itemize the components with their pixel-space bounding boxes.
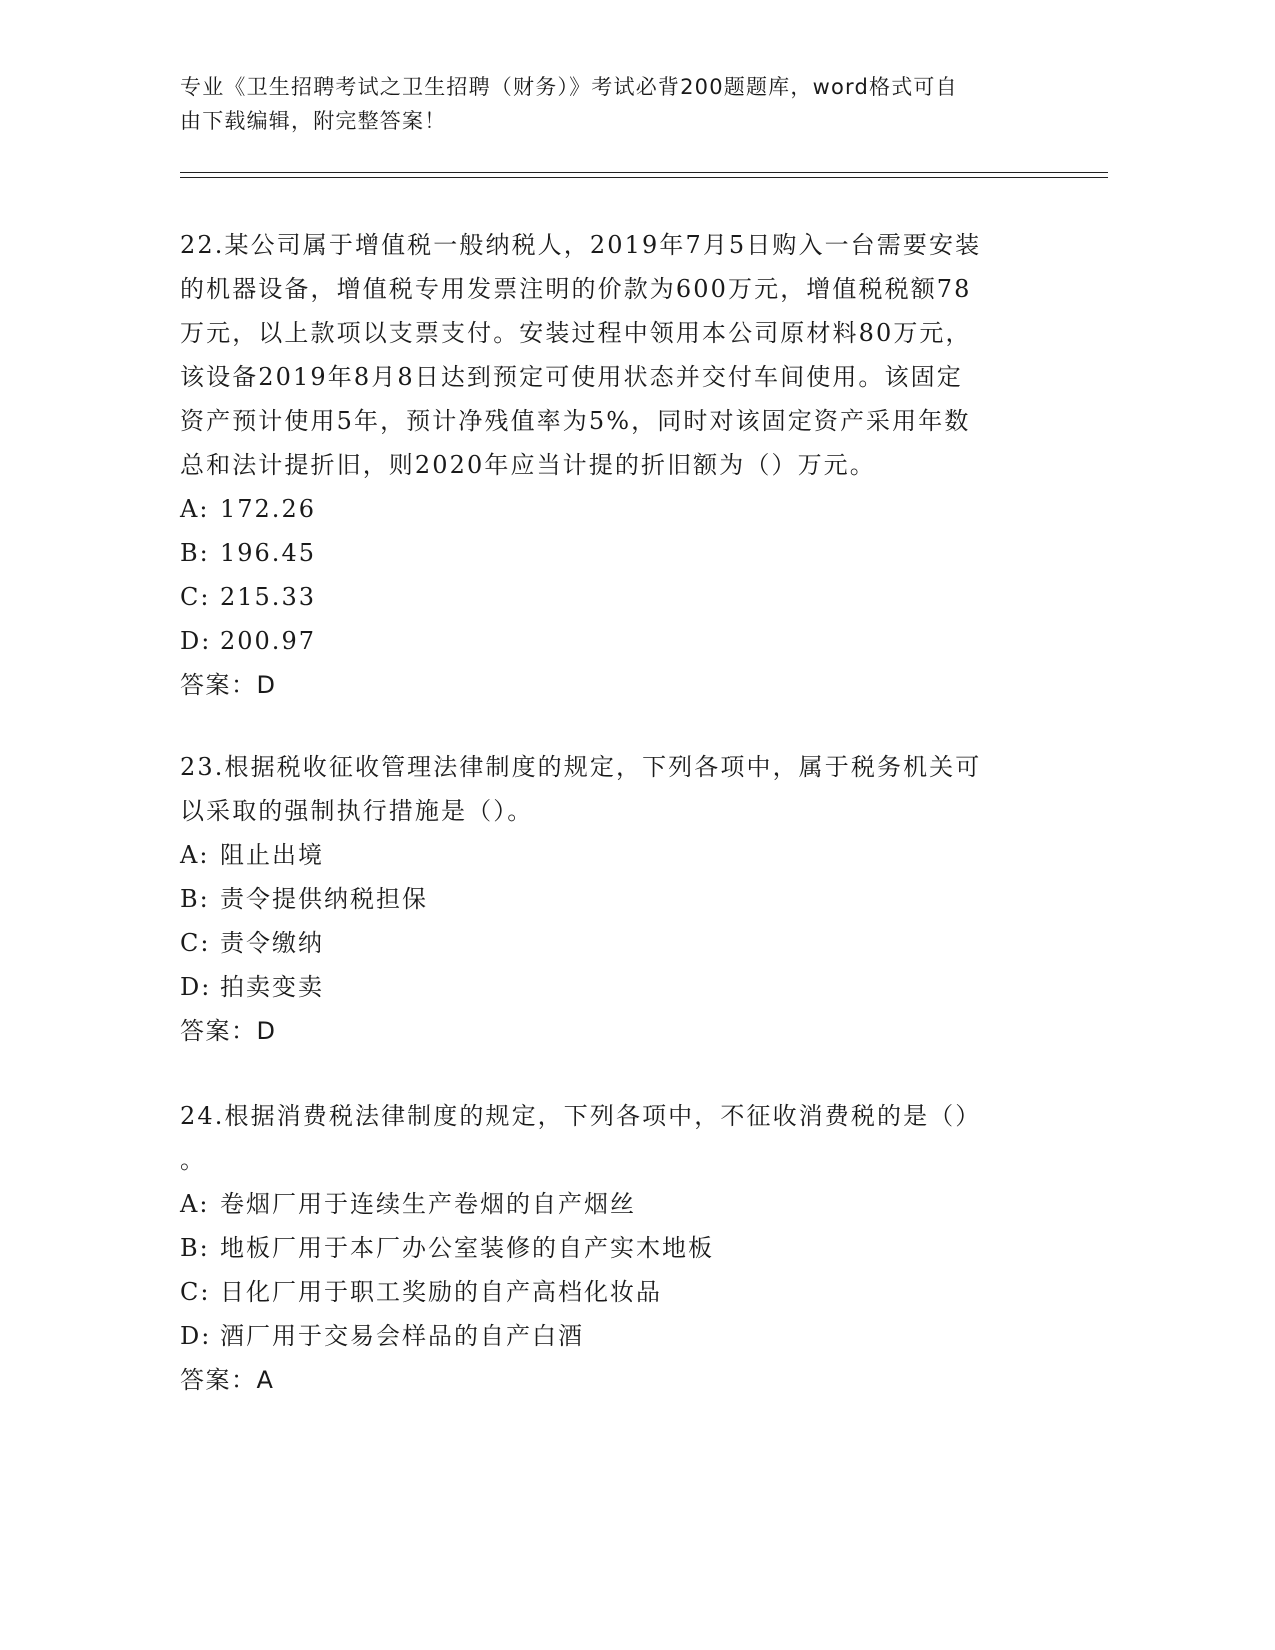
option-letter: B: xyxy=(180,539,210,567)
stem-line: 资产预计使用5年，预计净残值率为5%，同时对该固定资产采用年数 xyxy=(180,407,971,435)
option-text: 拍卖变卖 xyxy=(220,973,324,1001)
option-a xyxy=(180,1182,1040,1226)
option-text: 阻止出境 xyxy=(220,841,324,869)
header-line: 由下载编辑，附完整答案！ xyxy=(180,109,447,133)
option-letter: B: xyxy=(180,885,210,913)
stem-line: 万元，以上款项以支票支付。安装过程中领用本公司原材料80万元， xyxy=(180,319,972,347)
question-block xyxy=(180,1094,1040,1402)
option-b xyxy=(180,1226,1040,1270)
option-text: 酒厂用于交易会样品的自产白酒 xyxy=(220,1322,584,1350)
option-c xyxy=(180,575,1040,619)
question-block xyxy=(180,745,1040,1053)
option-a xyxy=(180,487,1040,531)
option-text: 200.97 xyxy=(220,627,316,655)
option-c xyxy=(180,921,1040,965)
option-letter: D: xyxy=(180,1322,212,1350)
option-d xyxy=(180,619,1040,663)
option-letter: D: xyxy=(180,973,212,1001)
option-letter: D: xyxy=(180,627,212,655)
stem-line: 。 xyxy=(180,1146,207,1174)
question-block xyxy=(180,223,1040,707)
option-text: 日化厂用于职工奖励的自产高档化妆品 xyxy=(220,1278,662,1306)
option-text: 卷烟厂用于连续生产卷烟的自产烟丝 xyxy=(220,1190,636,1218)
option-text: 196.45 xyxy=(220,539,316,567)
option-b xyxy=(180,877,1040,921)
stem-line: 总和法计提折旧，则2020年应当计提的折旧额为（）万元。 xyxy=(180,451,876,479)
option-text: 215.33 xyxy=(220,583,316,611)
option-letter: C: xyxy=(180,583,211,611)
option-letter: C: xyxy=(180,929,211,957)
stem-line: 以采取的强制执行措施是（）。 xyxy=(180,797,534,825)
option-letter: A: xyxy=(180,841,210,869)
answer-line: 答案：A xyxy=(180,1366,275,1394)
option-letter: A: xyxy=(180,1190,210,1218)
answer-line: 答案：D xyxy=(180,1017,277,1045)
header-line: 专业《卫生招聘考试之卫生招聘（财务）》考试必背200题题库，word格式可自 xyxy=(180,75,958,99)
option-text: 172.26 xyxy=(220,495,316,523)
document-header xyxy=(180,70,1040,138)
option-d xyxy=(180,1314,1040,1358)
option-text: 责令缴纳 xyxy=(220,929,324,957)
option-c xyxy=(180,1270,1040,1314)
answer-line: 答案：D xyxy=(180,671,277,699)
stem-line: 22.某公司属于增值税一般纳税人，2019年7月5日购入一台需要安装 xyxy=(180,231,982,259)
question-stem xyxy=(180,223,1040,487)
stem-line: 24.根据消费税法律制度的规定，下列各项中，不征收消费税的是（） xyxy=(180,1102,982,1130)
stem-line: 的机器设备，增值税专用发票注明的价款为600万元，增值税税额78 xyxy=(180,275,972,303)
option-text: 责令提供纳税担保 xyxy=(220,885,428,913)
header-divider xyxy=(180,177,1108,178)
question-stem xyxy=(180,745,1040,833)
stem-line: 23.根据税收征收管理法律制度的规定，下列各项中，属于税务机关可 xyxy=(180,753,982,781)
option-letter: A: xyxy=(180,495,210,523)
option-letter: C: xyxy=(180,1278,211,1306)
stem-line: 该设备2019年8月8日达到预定可使用状态并交付车间使用。该固定 xyxy=(180,363,963,391)
option-a xyxy=(180,833,1040,877)
option-text: 地板厂用于本厂办公室装修的自产实木地板 xyxy=(220,1234,714,1262)
option-d xyxy=(180,965,1040,1009)
option-b xyxy=(180,531,1040,575)
option-letter: B: xyxy=(180,1234,210,1262)
question-stem xyxy=(180,1094,1040,1182)
header-divider xyxy=(180,172,1108,173)
